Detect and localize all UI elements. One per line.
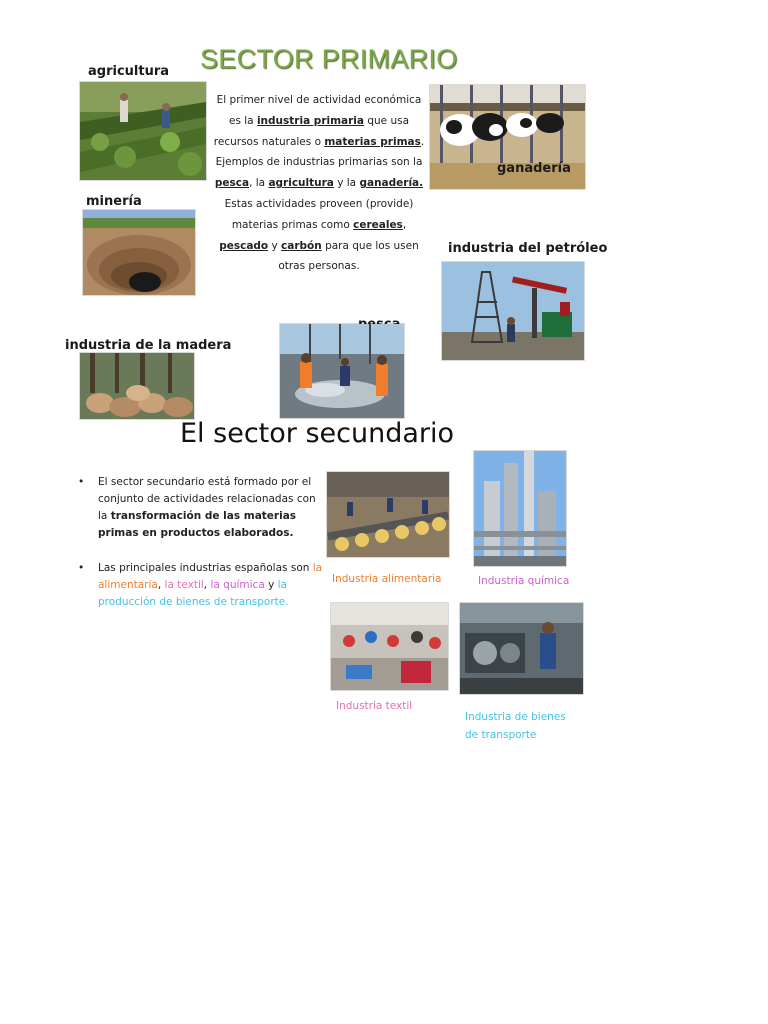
fishing-photo	[280, 324, 404, 418]
bullet-definition-text: El sector secundario está formado por el conjunto de actividades relacionadas con la	[98, 476, 316, 522]
caption-industria-transporte-line1: Industria de bienes	[465, 711, 566, 723]
intro-text-segment: , la	[249, 177, 269, 190]
label-petroleo: industria del petróleo	[448, 241, 608, 256]
intro-keyword: pesca	[214, 177, 250, 190]
oil-industry-photo	[442, 262, 584, 360]
caption-industria-alimentaria: Industria alimentaria	[332, 573, 442, 585]
label-ganaderia: ganadería	[497, 161, 571, 176]
label-agricultura: agricultura	[88, 64, 170, 79]
bullet-industries	[78, 560, 324, 611]
intro-keyword: carbón	[281, 239, 322, 252]
intro-text-segment: para que los usen otras personas.	[278, 239, 419, 273]
intro-text-segment: El primer nivel de actividad económica es la	[216, 94, 422, 127]
primary-sector-title: SECTOR PRIMARIO	[200, 44, 458, 74]
intro-keyword: materias primas	[324, 135, 421, 148]
bullet-industries-text: Las principales industrias españolas son	[98, 562, 313, 574]
intro-text-segment: y	[268, 239, 282, 252]
intro-keyword: ganadería.	[359, 177, 424, 190]
caption-industria-textil: Industria textil	[336, 700, 413, 712]
wood-industry-photo	[80, 353, 194, 419]
chemical-industry-photo	[474, 451, 566, 566]
separator: ,	[203, 579, 211, 591]
separator: ,	[157, 579, 165, 591]
intro-text-segment: que usa recursos naturales o	[213, 114, 410, 148]
separator: y	[264, 579, 278, 591]
industry-transporte-text: la producción de bienes de transporte.	[98, 579, 289, 608]
industry-textil-text: la textil	[164, 579, 204, 591]
intro-text-segment: y la	[333, 177, 360, 190]
label-madera: industria de la madera	[65, 338, 232, 353]
mining-photo	[83, 210, 195, 295]
bullet-definition	[78, 474, 324, 542]
intro-keyword: pescado	[219, 239, 269, 252]
secondary-sector-title: El sector secundario	[180, 418, 455, 449]
intro-keyword: cereales	[353, 218, 403, 231]
caption-industria-transporte-line2: de transporte	[465, 729, 537, 741]
intro-keyword: industria primaria	[256, 114, 364, 127]
primary-intro-paragraph	[212, 90, 426, 277]
food-industry-photo	[327, 472, 449, 557]
bullet-definition-bold: transformación de las materias primas en productos elaborados.	[98, 510, 297, 539]
caption-industria-quimica: Industria química	[478, 575, 570, 587]
label-mineria: minería	[86, 194, 142, 209]
industry-alimentaria-text: la alimentaria	[98, 562, 323, 591]
intro-text-segment: . Ejemplos de industrias primarias son la	[215, 135, 425, 169]
intro-keyword: agricultura	[268, 177, 334, 190]
bullet-dot: •	[78, 562, 85, 574]
industry-quimica-text: la química	[210, 579, 265, 591]
bullet-dot: •	[78, 476, 85, 488]
intro-text-segment: Estas actividades proveen (provide) materias primas como	[224, 197, 414, 231]
secondary-bullet-list	[78, 474, 324, 629]
transport-industry-photo	[460, 603, 583, 694]
textile-industry-photo	[331, 603, 448, 690]
intro-text-segment: ,	[402, 218, 407, 231]
agriculture-photo	[80, 82, 206, 180]
